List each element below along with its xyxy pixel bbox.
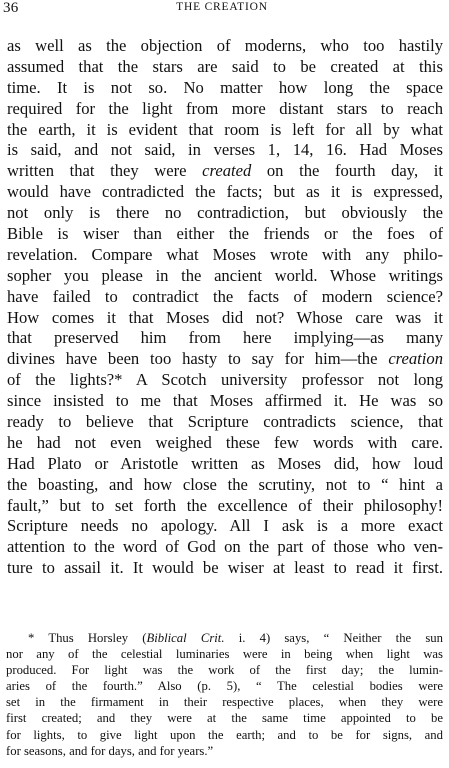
text-line: fault,” but to set forth the excellence of their philosophy! [7,495,443,515]
footnote-line: first created; and they were at the same time appointed to be [6,711,443,726]
text-line: time. It is not so. No matter how long the space [7,77,443,97]
page-header [3,0,441,22]
italic-word: created [202,161,252,181]
text-line: assumed that the stars are said to be created at this [7,56,443,76]
text-line: would have contradicted the facts; but as it is expressed, [7,182,443,202]
text-line [7,349,443,370]
text-segment: on the fourth day, it [251,161,443,181]
footnote-line: set in the firmament in their respective places, when they were [6,695,443,710]
text-line: revelation. Compare what Moses wrote with any philo- [7,244,443,264]
text-line: the earth, it is evident that room is left for all by what [7,119,443,139]
text-line: required for the light from more distant stars to reach [7,98,443,118]
footnote-line [6,630,443,646]
main-text [7,36,443,579]
footnote-line: aries of the fourth.” Also (p. 5), “ The celestial bodies were [6,679,443,694]
text-line: ture to assail it. It would be wiser at least to read it first. [7,558,443,578]
text-segment: * Thus Horsley ( [28,631,147,645]
text-line: that preserved him from here implying—as many [7,328,443,348]
footnote [6,630,443,759]
footnote-line: for lights, to give light upon the earth; and to be for signs, and [6,727,443,742]
text-line: he had not even weighed these few words with care. [7,432,443,452]
text-line [7,161,443,182]
footnote-line: nor any of the celestial luminaries were in being when light was [6,647,443,662]
text-line: of the lights?* A Scotch university professor not long [7,370,443,390]
text-segment: i. 4) says, “ Neither the sun [224,631,443,645]
text-line: the boasting, and how close the scrutiny, not to “ hint a [7,474,443,494]
text-line: have failed to contradict the facts of modern science? [7,286,443,306]
text-line: Had Plato or Aristotle written as Moses did, how loud [7,453,443,473]
footnote-line: for seasons, and for days, and for years.” [6,743,214,758]
text-line: Scripture needs no apology. All I ask is a more exact [7,516,443,536]
text-line: Bible is wiser than either the friends or the foes of [7,224,443,244]
italic-citation: Biblical Crit. [146,631,225,645]
running-head: THE CREATION [176,1,268,13]
text-line: is said, and not said, in verses 1, 14, 16. Had Moses [7,140,443,160]
text-segment: divines have been too hasty to say for him—the [7,349,389,369]
text-line: How comes it that Moses did not? Whose care was it [7,307,443,327]
text-line: ready to believe that Scripture contradicts science, that [7,412,443,432]
footnote-line: produced. For light was the work of the first day; the lumin- [6,663,443,678]
text-line: sopher you please in the ancient world. Whose writings [7,265,443,285]
text-segment: written that they were [7,161,203,181]
text-line: attention to the word of God on the part of those who ven- [7,537,443,557]
text-line: as well as the objection of moderns, who too hastily [7,36,443,55]
italic-word: creation [388,349,443,369]
text-line: not only is there no contradiction, but obviously the [7,203,443,223]
text-line: since insisted to me that Moses affirmed it. He was so [7,391,443,411]
page-number: 36 [3,0,19,16]
